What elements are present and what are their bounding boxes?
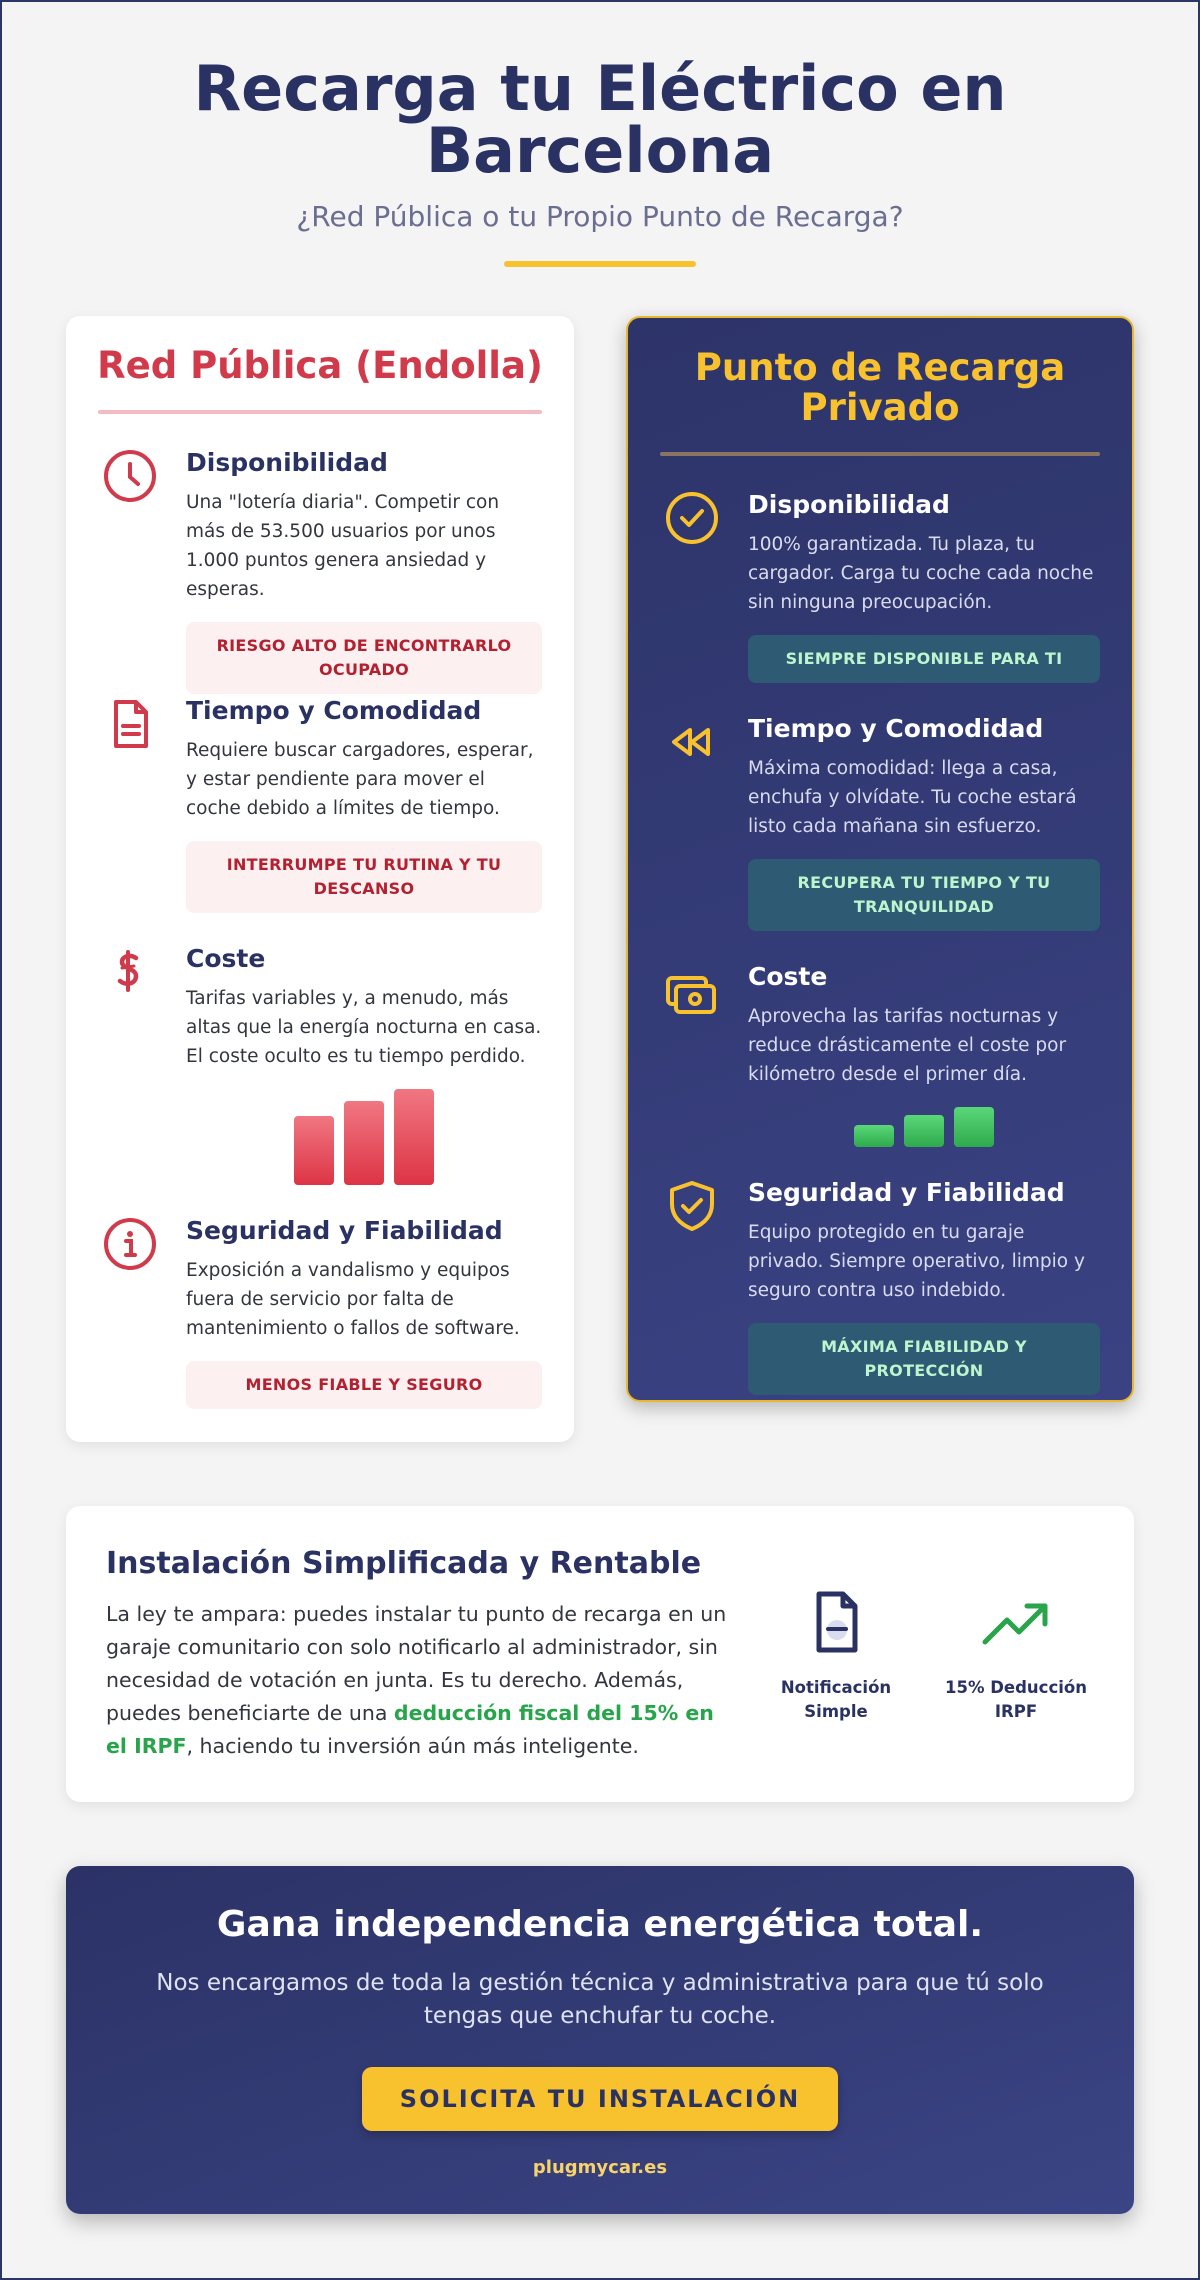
feature-badge: SIEMPRE DISPONIBLE PARA TI	[748, 635, 1100, 683]
feature-title: Coste	[186, 944, 266, 973]
tax-deduction-highlight: deducción fiscal del 15% en el IRPF	[106, 1701, 714, 1758]
install-item-deduction	[936, 1588, 1096, 1724]
feature-title: Tiempo y Comodidad	[748, 714, 1044, 743]
public-card-title: Red Pública (Endolla)	[97, 344, 543, 387]
installation-text-end: , haciendo tu inversión aún más inteligente.	[186, 1734, 639, 1758]
public-card-divider	[98, 410, 542, 414]
feature-title: Seguridad y Fiabilidad	[748, 1178, 1065, 1207]
cost-bar	[344, 1101, 384, 1185]
feature-badge: MÁXIMA FIABILIDAD Y PROTECCIÓN	[748, 1323, 1100, 1395]
money-icon	[102, 944, 158, 1000]
feature-badge: MENOS FIABLE Y SEGURO	[186, 1361, 542, 1409]
request-installation-button[interactable]: SOLICITA TU INSTALACIÓN	[362, 2067, 838, 2131]
install-item-notification	[756, 1588, 916, 1724]
cost-bars	[748, 1107, 1100, 1147]
installation-section	[66, 1506, 1134, 1802]
cost-bar	[294, 1116, 334, 1185]
cta-title: Gana independencia energética total.	[216, 1904, 984, 1945]
cost-bar	[394, 1089, 434, 1185]
feature-text: Equipo protegido en tu garaje privado. Siempre operativo, limpio y seguro contra uso indebido.	[748, 1222, 1085, 1301]
install-item-label: 15% Deducción IRPF	[945, 1678, 1087, 1721]
feature-text: Una "lotería diaria". Competir con más de 53.500 usuarios por unos 1.000 puntos genera ansiedad y esperas.	[186, 492, 500, 600]
feature-text: Requiere buscar cargadores, esperar, y estar pendiente para mover el coche debido a límites de tiempo.	[186, 740, 534, 819]
document-notify-icon	[801, 1588, 871, 1658]
website-link[interactable]: plugmycar.es	[532, 2157, 668, 2178]
cost-bar	[954, 1107, 994, 1147]
feature-title: Seguridad y Fiabilidad	[186, 1216, 503, 1245]
cta-text: Nos encargamos de toda la gestión técnica y administrativa para que tú solo tengas que enchufar tu coche.	[156, 1970, 1044, 2029]
feature-text: Exposición a vandalismo y equipos fuera de servicio por falta de mantenimiento o fallos de software.	[186, 1260, 520, 1339]
feature-title: Tiempo y Comodidad	[186, 696, 482, 725]
private-card-title: Punto de Recarga Privado	[694, 346, 1066, 429]
feature-text: Tarifas variables y, a menudo, más altas que la energía nocturna en casa. El coste oculto es tu tiempo perdido.	[186, 988, 542, 1067]
page-subtitle: ¿Red Pública o tu Propio Punto de Recarga?	[296, 200, 904, 233]
clock-icon	[102, 448, 158, 504]
page-title: Recarga tu Eléctrico en Barcelona	[193, 52, 1007, 187]
shield-check-icon	[664, 1178, 720, 1234]
feature-title: Coste	[748, 962, 828, 991]
feature-title: Disponibilidad	[186, 448, 388, 477]
cta-section	[66, 1866, 1134, 2214]
cash-icon	[664, 962, 720, 1018]
feature-text: 100% garantizada. Tu plaza, tu cargador. Carga tu coche cada noche sin ninguna preocupación.	[748, 534, 1094, 613]
rewind-icon	[664, 714, 720, 770]
check-circle-icon	[664, 490, 720, 546]
cost-bars	[186, 1089, 542, 1185]
info-icon	[102, 1216, 158, 1272]
feature-badge: RIESGO ALTO DE ENCONTRARLO OCUPADO	[186, 622, 542, 694]
trend-up-icon	[981, 1588, 1051, 1658]
feature-title: Disponibilidad	[748, 490, 950, 519]
install-item-label: Notificación Simple	[780, 1678, 892, 1721]
private-card-divider	[660, 452, 1100, 456]
installation-title: Instalación Simplificada y Rentable	[106, 1546, 702, 1581]
installation-text-start: La ley te ampara: puedes instalar tu punto de recarga en un garaje comunitario con solo notificarlo al administrador, sin necesidad de votación en junta. Es tu derecho. Además, puedes beneficiarte de una	[106, 1602, 727, 1725]
cost-bar	[854, 1125, 894, 1147]
cost-bar	[904, 1115, 944, 1147]
document-icon	[102, 696, 158, 752]
feature-text: Aprovecha las tarifas nocturnas y reduce drásticamente el coste por kilómetro desde el primer día.	[748, 1006, 1067, 1085]
installation-text	[106, 1598, 736, 1763]
private-charger-card	[626, 316, 1134, 1402]
public-network-card	[66, 316, 574, 1442]
feature-text: Máxima comodidad: llega a casa, enchufa y olvídate. Tu coche estará listo cada mañana sin esfuerzo.	[748, 758, 1077, 837]
feature-badge: INTERRUMPE TU RUTINA Y TU DESCANSO	[186, 841, 542, 913]
feature-badge: RECUPERA TU TIEMPO Y TU TRANQUILIDAD	[748, 859, 1100, 931]
